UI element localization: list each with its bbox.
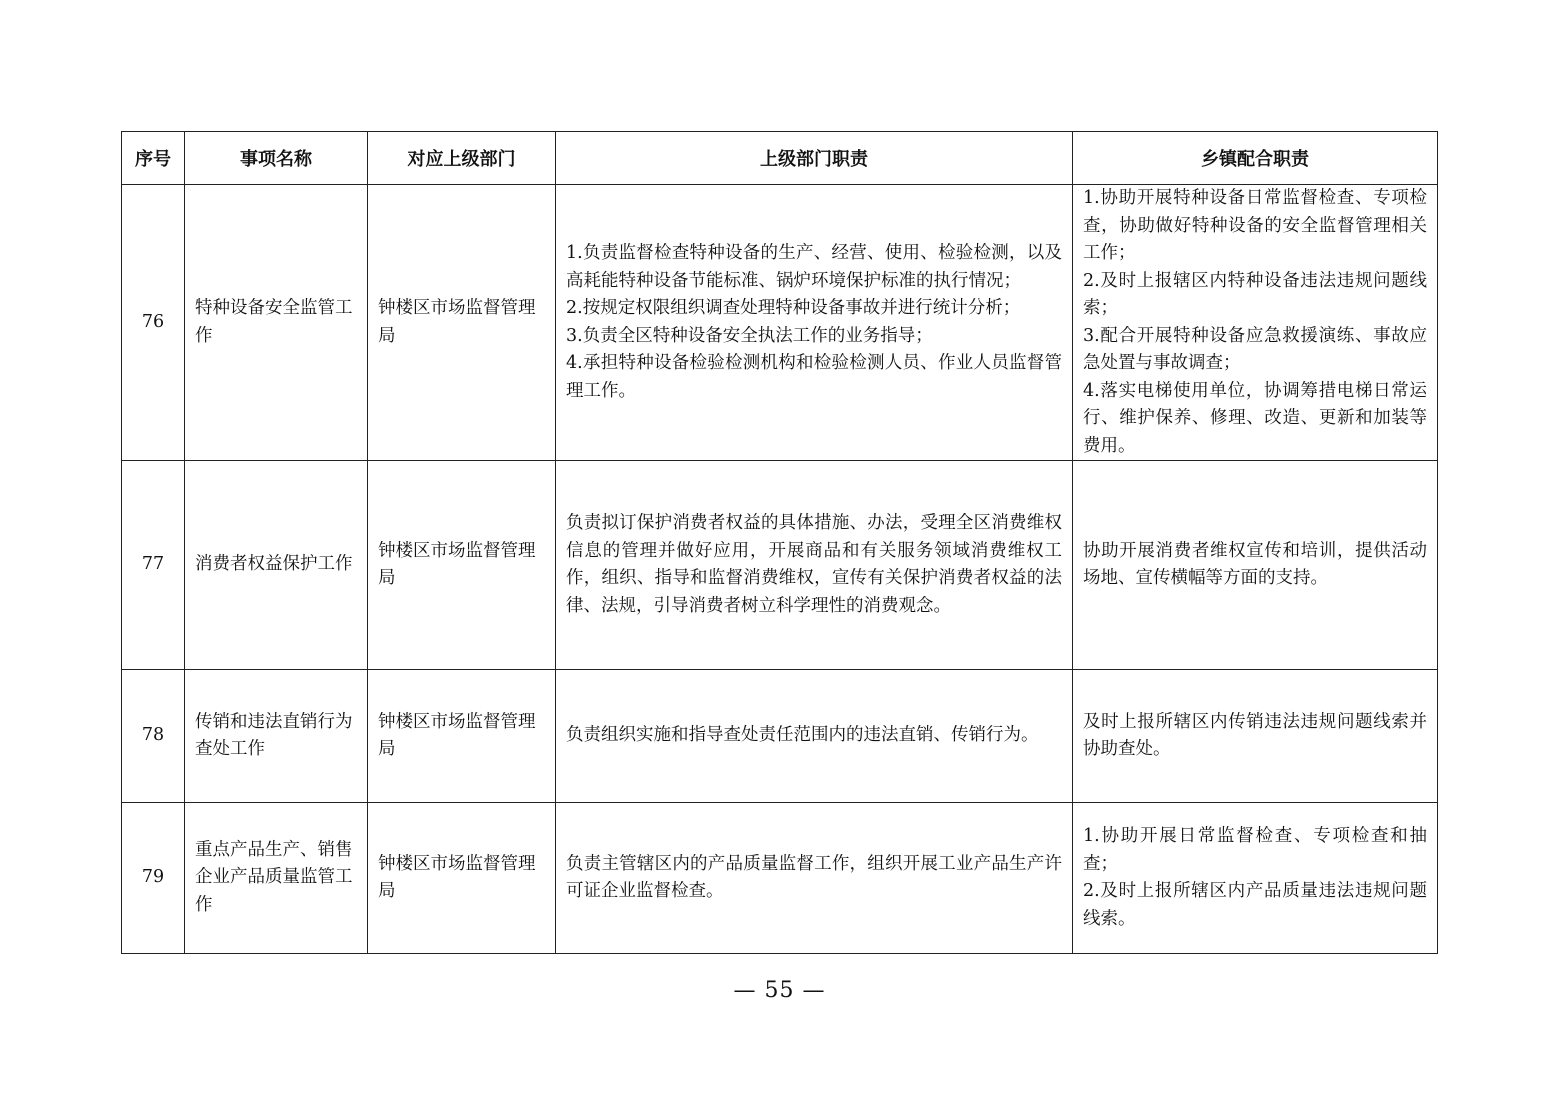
table-header-row xyxy=(122,132,1438,185)
row-item-name: 重点产品生产、销售企业产品质量监管工作 xyxy=(185,803,368,954)
header-item-name: 事项名称 xyxy=(185,132,368,185)
table-row xyxy=(122,670,1438,803)
row-item-name: 特种设备安全监管工作 xyxy=(185,185,368,461)
page-number: — 55 — xyxy=(733,978,826,1003)
table-row xyxy=(122,803,1438,954)
row-superior-duty: 负责拟订保护消费者权益的具体措施、办法，受理全区消费维权信息的管理并做好应用，开展商品和有关服务领域消费维权工作，组织、指导和监督消费维权，宣传有关保护消费者权益的法律、法规，引导消费者树立科学理性的消费观念。 xyxy=(556,461,1073,670)
row-number: 78 xyxy=(122,670,185,803)
table-row xyxy=(122,461,1438,670)
row-superior-duty: 负责主管辖区内的产品质量监督工作，组织开展工业产品生产许可证企业监督检查。 xyxy=(556,803,1073,954)
row-town-duty: 及时上报所辖区内传销违法违规问题线索并协助查处。 xyxy=(1073,670,1438,803)
row-superior-dept: 钟楼区市场监督管理局 xyxy=(368,670,556,803)
row-superior-dept: 钟楼区市场监督管理局 xyxy=(368,185,556,461)
responsibility-table xyxy=(121,131,1438,954)
row-superior-dept: 钟楼区市场监督管理局 xyxy=(368,461,556,670)
row-item-name: 消费者权益保护工作 xyxy=(185,461,368,670)
row-number: 77 xyxy=(122,461,185,670)
row-superior-duty: 1.负责监督检查特种设备的生产、经营、使用、检验检测，以及高耗能特种设备节能标准、锅炉环境保护标准的执行情况； 2.按规定权限组织调查处理特种设备事故并进行统计分析； 3.负责全区特种设备安全执法工作的业务指导； 4.承担特种设备检验检测机构和检验检测人员、作业人员监督管理工作。 xyxy=(556,185,1073,461)
table-row xyxy=(122,185,1438,461)
header-number: 序号 xyxy=(122,132,185,185)
row-number: 76 xyxy=(122,185,185,461)
row-superior-duty: 负责组织实施和指导查处责任范围内的违法直销、传销行为。 xyxy=(556,670,1073,803)
row-number: 79 xyxy=(122,803,185,954)
row-town-duty: 协助开展消费者维权宣传和培训，提供活动场地、宣传横幅等方面的支持。 xyxy=(1073,461,1438,670)
header-superior-duty: 上级部门职责 xyxy=(556,132,1073,185)
row-town-duty: 1.协助开展日常监督检查、专项检查和抽查； 2.及时上报所辖区内产品质量违法违规问题线索。 xyxy=(1073,803,1438,954)
row-town-duty: 1.协助开展特种设备日常监督检查、专项检查，协助做好特种设备的安全监督管理相关工作； 2.及时上报辖区内特种设备违法违规问题线索； 3.配合开展特种设备应急救援演练、事故应急处置与事故调查； 4.落实电梯使用单位，协调筹措电梯日常运行、维护保养、修理、改造、更新和加装等费用。 xyxy=(1073,185,1438,461)
responsibility-table-container xyxy=(121,131,1437,954)
header-superior-dept: 对应上级部门 xyxy=(368,132,556,185)
header-town-duty: 乡镇配合职责 xyxy=(1073,132,1438,185)
row-superior-dept: 钟楼区市场监督管理局 xyxy=(368,803,556,954)
row-item-name: 传销和违法直销行为查处工作 xyxy=(185,670,368,803)
